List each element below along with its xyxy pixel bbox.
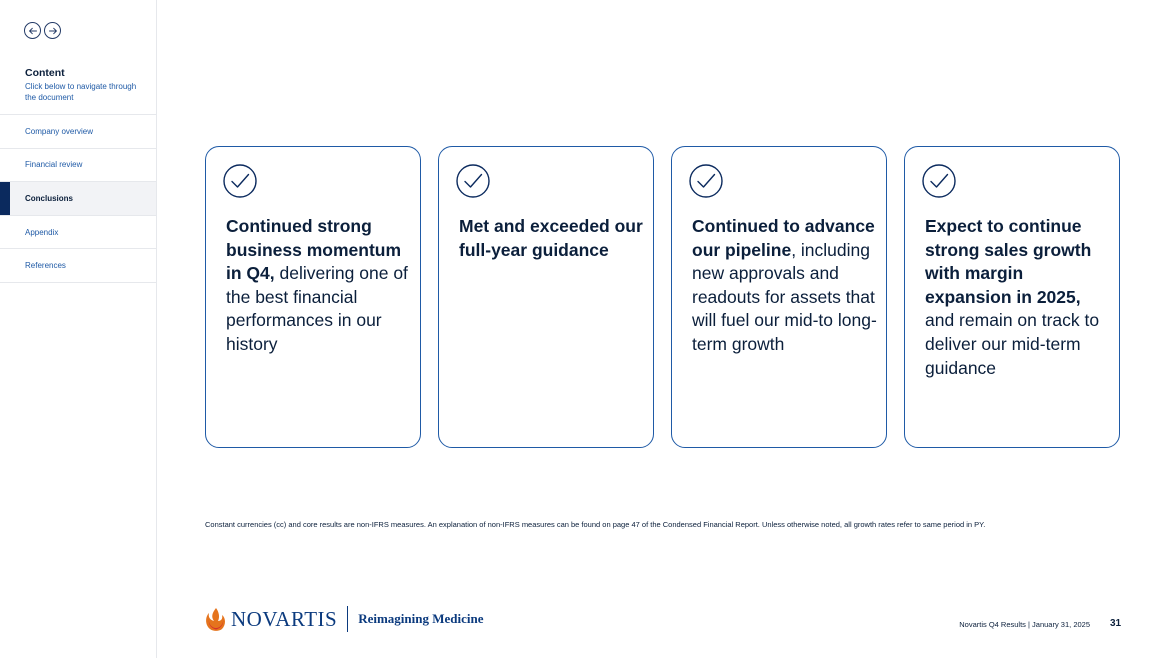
nav-item-appendix[interactable]: Appendix: [0, 216, 156, 250]
conclusion-card-4: [904, 146, 1120, 448]
arrow-right-icon: [48, 26, 58, 36]
sidebar: [0, 0, 157, 658]
flame-logo-icon: [205, 606, 227, 632]
card-highlight: Expect to continue strong sales growth with margin expansion in 2025,: [925, 216, 1092, 307]
brand-tagline: Reimagining Medicine: [358, 611, 484, 626]
nav-item-company-overview[interactable]: Company overview: [0, 115, 156, 149]
card-body: delivering one of the best financial performances in our history: [226, 263, 408, 354]
content-title: Content: [25, 67, 65, 79]
card-body: , including new approvals and readouts for assets that will fuel our mid-to long-term growth: [692, 239, 877, 354]
content-header: [25, 67, 145, 103]
nav-item-references[interactable]: References: [0, 249, 156, 283]
check-circle-icon: [223, 164, 257, 198]
card-text: [459, 215, 645, 262]
card-text: [226, 215, 412, 357]
page-number: 31: [1110, 618, 1122, 629]
page-navigation: [24, 22, 61, 39]
card-highlight: Continued strong business momentum in Q4,: [226, 216, 402, 284]
arrow-left-icon: [28, 26, 38, 36]
card-highlight: Continued to advance our pipeline: [692, 216, 875, 260]
next-page-button[interactable]: [44, 22, 61, 39]
conclusion-card-3: [671, 146, 887, 448]
nav-item-financial-review[interactable]: Financial review: [0, 149, 156, 183]
check-circle-icon: [922, 164, 956, 198]
logo-divider: [347, 606, 348, 632]
nav-item-conclusions[interactable]: Conclusions: [0, 182, 156, 216]
card-body: and remain on track to deliver our mid-term guidance: [925, 310, 1100, 378]
brand-name: NOVARTIS: [231, 606, 338, 631]
check-circle-icon: [456, 164, 490, 198]
check-circle-icon: [689, 164, 723, 198]
content-subtitle: Click below to navigate through the document: [25, 82, 137, 102]
previous-page-button[interactable]: [24, 22, 41, 39]
nav-list: [0, 114, 156, 283]
conclusion-card-1: [205, 146, 421, 448]
card-text: [692, 215, 878, 357]
card-text: [925, 215, 1111, 380]
card-highlight: Met and exceeded our full-year guidance: [459, 216, 643, 260]
novartis-logo: [205, 604, 484, 634]
footnote: Constant currencies (cc) and core results are non-IFRS measures. An explanation of non-IFRS measures can be found on page 47 of the Condensed Financial Report. Unless otherwise noted, all growth rates refer to same period in PY.: [205, 520, 986, 529]
footer-meta: Novartis Q4 Results | January 31, 2025: [959, 620, 1090, 629]
conclusion-card-2: [438, 146, 654, 448]
